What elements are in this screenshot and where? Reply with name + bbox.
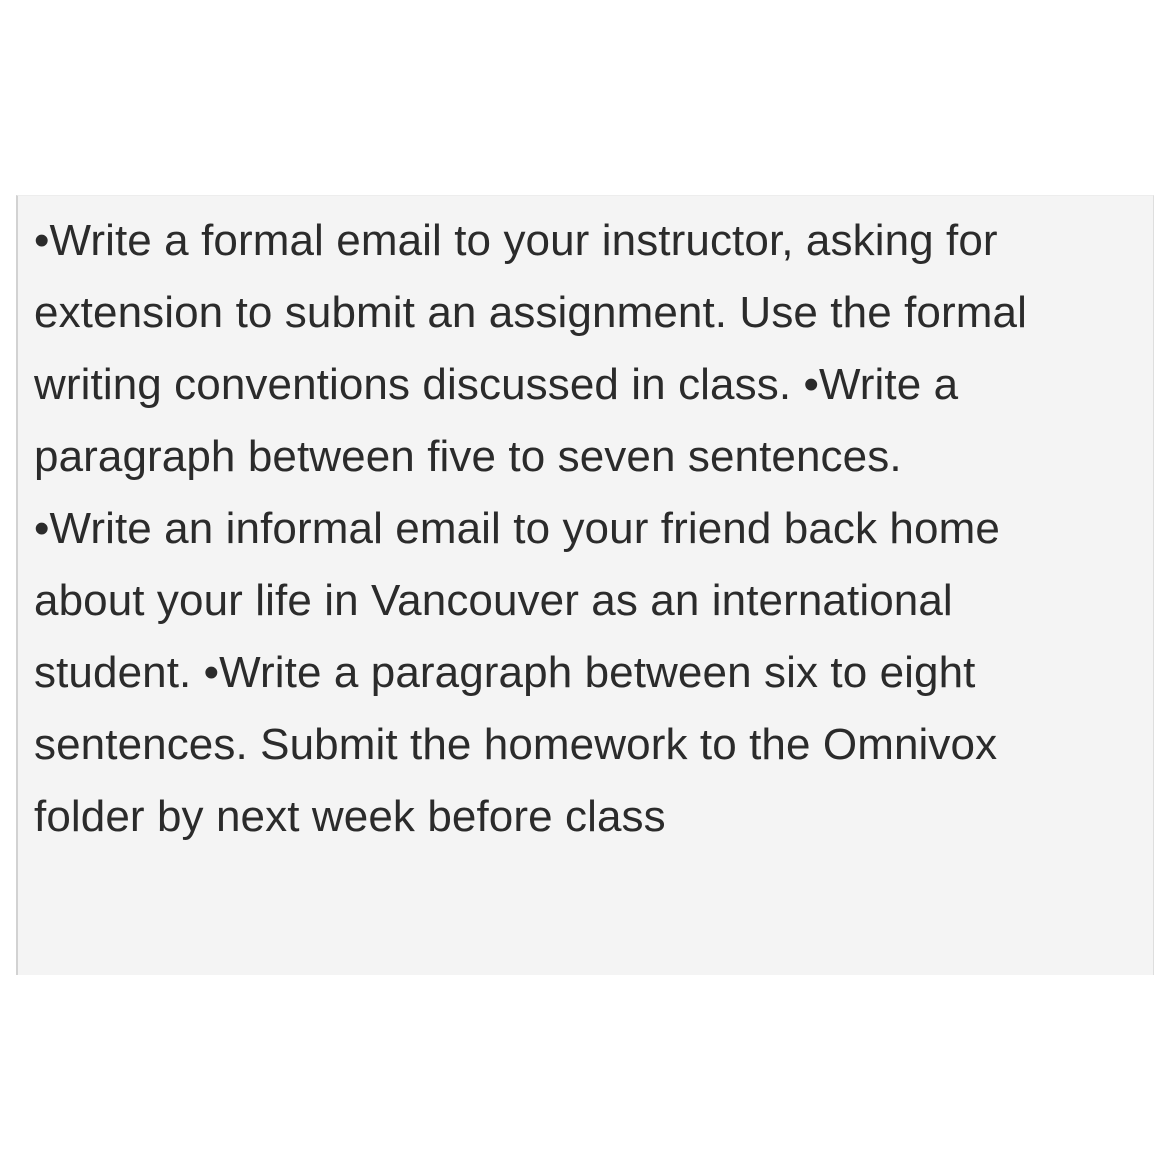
text-panel xyxy=(16,195,1154,975)
text-line: sentences. Submit the homework to the Omnivox xyxy=(34,720,998,769)
text-line: writing conventions discussed in class. •Write a xyxy=(34,360,959,409)
text-line: folder by next week before class xyxy=(34,792,666,841)
text-line: •Write an informal email to your friend back home xyxy=(34,504,1000,553)
text-line: student. •Write a paragraph between six to eight xyxy=(34,648,976,697)
text-line: •Write a formal email to your instructor, asking for xyxy=(34,216,998,265)
text-line: extension to submit an assignment. Use the formal xyxy=(34,288,1027,337)
text-line: about your life in Vancouver as an international xyxy=(34,576,953,625)
assignment-text xyxy=(34,205,1144,853)
text-line: paragraph between five to seven sentences. xyxy=(34,432,902,481)
